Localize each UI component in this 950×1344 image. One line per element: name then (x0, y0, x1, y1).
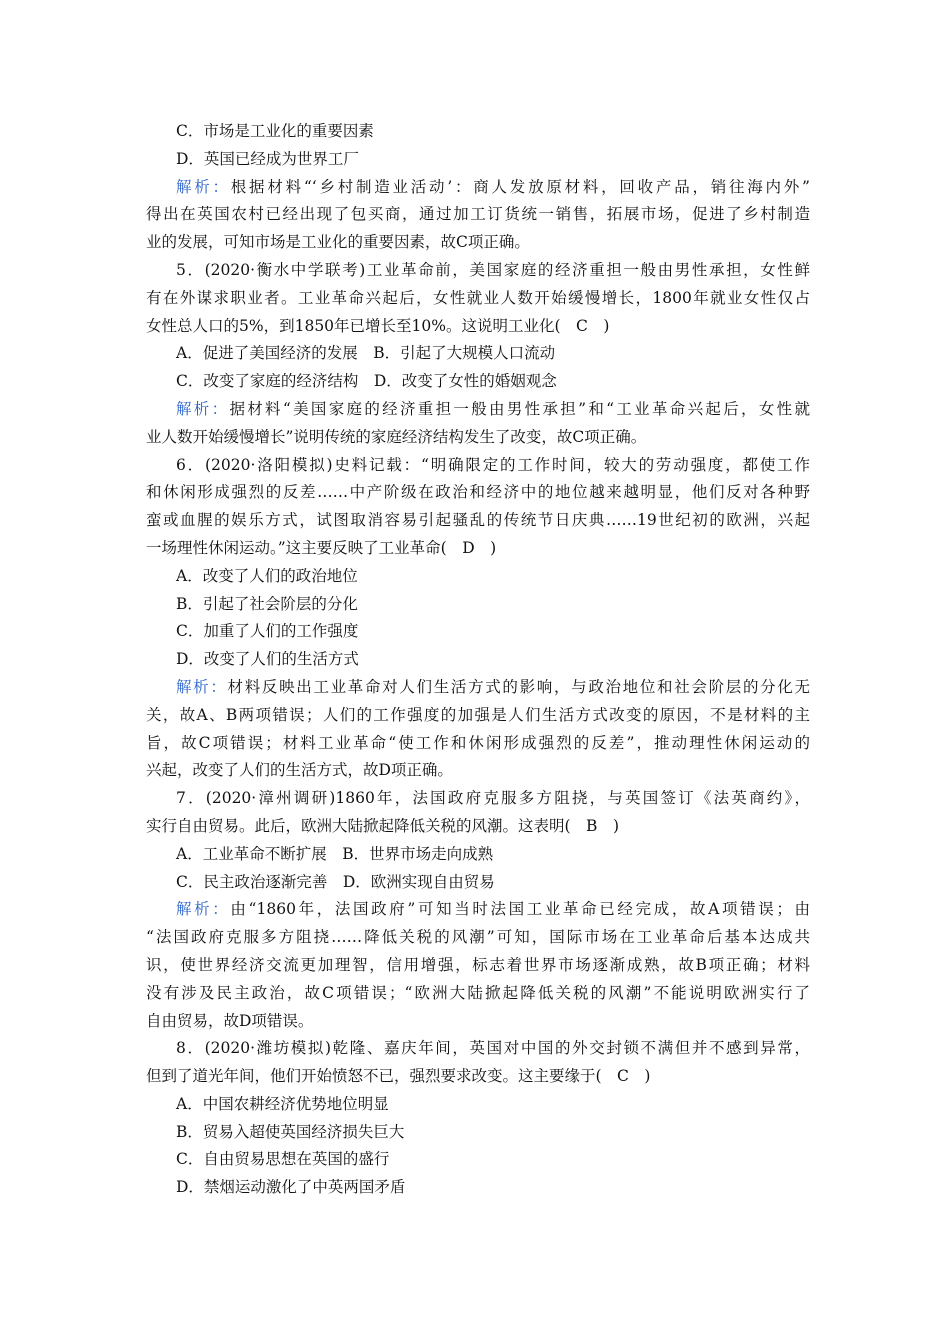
question-line (146, 813, 810, 841)
analysis-line (146, 924, 810, 952)
question-line (146, 479, 810, 507)
option-line (146, 591, 810, 619)
text-segment: 蛮或血腥的娱乐方式，试图取消容易引起骚乱的传统节日庆典……19世纪初的欧洲，兴起 (146, 511, 810, 530)
option-line (146, 1119, 810, 1147)
analysis-line (146, 980, 810, 1008)
option-line (146, 563, 810, 591)
text-segment: 6．(2020·洛阳模拟)史料记载：“明确限定的工作时间，较大的劳动强度，都使工作 (176, 455, 810, 474)
analysis-block (146, 674, 810, 785)
text-segment: B．引起了社会阶层的分化 (176, 594, 358, 613)
text-segment: 有在外谋求职业者。工业革命兴起后，女性就业人数开始缓慢增长，1800年就业女性仅占 (146, 288, 810, 307)
analysis-line (146, 674, 810, 702)
question-line (146, 257, 810, 285)
analysis-line (146, 952, 810, 980)
question-block (146, 257, 810, 340)
option-line (146, 1146, 810, 1174)
option-line (146, 1119, 810, 1147)
option-line (146, 146, 810, 174)
text-segment: 根据材料“‘乡村制造业活动’：商人发放原材料，回收产品，销往海内外” (230, 177, 810, 196)
option-line (146, 563, 810, 591)
question-line (146, 785, 810, 813)
option-line (146, 368, 810, 396)
text-segment: 由“1860年，法国政府”可知当时法国工业革命已经完成，故A项错误；由 (230, 900, 810, 919)
option-line (146, 618, 810, 646)
question-block (146, 1035, 810, 1091)
question-line (146, 452, 810, 480)
option-line (146, 869, 810, 897)
analysis-line (146, 1008, 810, 1036)
text-segment: C．改变了家庭的经济结构 D．改变了女性的婚姻观念 (176, 372, 557, 391)
analysis-line (146, 702, 810, 730)
question-line (146, 1063, 810, 1091)
analysis-label: 解析： (176, 177, 231, 196)
text-segment: “法国政府克服多方阻挠……降低关税的风潮”可知，国际市场在工业革命后基本达成共 (146, 928, 810, 947)
analysis-label: 解析： (176, 900, 231, 919)
analysis-block (146, 896, 810, 1035)
text-segment: 业人数开始缓慢增长”说明传统的家庭经济结构发生了改变，故C项正确。 (146, 427, 647, 446)
question-line (146, 285, 810, 313)
question-content (146, 118, 810, 1202)
option-line (146, 146, 810, 174)
text-segment: 关，故A、B两项错误；人们的工作强度的加强是人们生活方式改变的原因，不是材料的主 (146, 705, 810, 724)
text-segment: 没有涉及民主政治，故C项错误；“欧洲大陆掀起降低关税的风潮”不能说明欧洲实行了 (146, 983, 810, 1002)
text-segment: 材料反映出工业革命对人们生活方式的影响，与政治地位和社会阶层的分化无 (227, 677, 810, 696)
analysis-line (146, 396, 810, 424)
text-segment: 得出在英国农村已经出现了包买商，通过加工订货统一销售，拓展市场，促进了乡村制造 (146, 205, 810, 224)
analysis-line (146, 424, 810, 452)
text-segment: A．促进了美国经济的发展 B．引起了大规模人口流动 (176, 344, 556, 363)
option-line (146, 340, 810, 368)
text-segment: 5．(2020·衡水中学联考)工业革命前，美国家庭的经济重担一般由男性承担，女性鲜 (176, 260, 810, 279)
text-segment: 8．(2020·潍坊模拟)乾隆、嘉庆年间，英国对中国的外交封锁不满但并不感到异常， (176, 1039, 810, 1058)
text-segment: 7．(2020·漳州调研)1860年，法国政府克服多方阻挠，与英国签订《法英商约》， (176, 789, 810, 808)
option-line (146, 1174, 810, 1202)
text-segment: 自由贸易，故D项错误。 (146, 1011, 314, 1030)
option-line (146, 646, 810, 674)
analysis-block (146, 174, 810, 257)
option-line (146, 591, 810, 619)
text-segment: B．贸易入超使英国经济损失巨大 (176, 1122, 405, 1141)
text-segment: 旨，故C项错误；材料工业革命“使工作和休闲形成强烈的反差”，推动理性休闲运动的 (146, 733, 810, 752)
text-segment: 业的发展，可知市场是工业化的重要因素，故C项正确。 (146, 233, 530, 252)
option-line (146, 841, 810, 869)
text-segment: 识，使世界经济交流更加理智，信用增强，标志着世界市场逐渐成熟，故B项正确；材料 (146, 955, 810, 974)
text-segment: 但到了道光年间，他们开始愤怒不已，强烈要求改变。这主要缘于( C ) (146, 1067, 651, 1086)
option-line (146, 1174, 810, 1202)
analysis-block (146, 396, 810, 452)
text-segment: 一场理性休闲运动。”这主要反映了工业革命( D ) (146, 538, 497, 557)
option-line (146, 646, 810, 674)
text-segment: 实行自由贸易。此后，欧洲大陆掀起降低关税的风潮。这表明( B ) (146, 816, 619, 835)
analysis-line (146, 730, 810, 758)
option-line (146, 118, 810, 146)
question-block (146, 785, 810, 841)
text-segment: D．英国已经成为世界工厂 (176, 149, 359, 168)
text-segment: 兴起，改变了人们的生活方式，故D项正确。 (146, 761, 453, 780)
text-segment: A．改变了人们的政治地位 (176, 566, 358, 585)
analysis-label: 解析： (176, 399, 230, 418)
text-segment: D．禁烟运动激化了中英两国矛盾 (176, 1178, 406, 1197)
question-line (146, 313, 810, 341)
option-line (146, 1091, 810, 1119)
text-segment: C．市场是工业化的重要因素 (176, 122, 374, 140)
text-segment: 据材料“美国家庭的经济重担一般由男性承担”和“工业革命兴起后，女性就 (229, 399, 810, 418)
text-segment: D．改变了人们的生活方式 (176, 650, 359, 669)
option-line (146, 869, 810, 897)
question-line (146, 507, 810, 535)
text-segment: C．自由贸易思想在英国的盛行 (176, 1150, 390, 1169)
option-line (146, 618, 810, 646)
question-block (146, 452, 810, 563)
text-segment: 和休闲形成强烈的反差……中产阶级在政治和经济中的地位越来越明显，他们反对各种野 (146, 483, 810, 502)
option-line (146, 1146, 810, 1174)
question-line (146, 535, 810, 563)
analysis-line (146, 174, 810, 202)
option-line (146, 368, 810, 396)
text-segment: C．民主政治逐渐完善 D．欧洲实现自由贸易 (176, 872, 495, 891)
analysis-line (146, 896, 810, 924)
text-segment: A．工业革命不断扩展 B．世界市场走向成熟 (176, 844, 494, 863)
analysis-label: 解析： (176, 677, 228, 696)
option-line (146, 118, 810, 146)
text-segment: C．加重了人们的工作强度 (176, 622, 359, 641)
text-segment: A．中国农耕经济优势地位明显 (176, 1094, 389, 1113)
analysis-line (146, 229, 810, 257)
text-segment: 女性总人口的5%，到1850年已增长至10%。这说明工业化( C ) (146, 316, 610, 335)
option-line (146, 340, 810, 368)
question-line (146, 1035, 810, 1063)
analysis-line (146, 201, 810, 229)
option-line (146, 841, 810, 869)
analysis-line (146, 757, 810, 785)
option-line (146, 1091, 810, 1119)
